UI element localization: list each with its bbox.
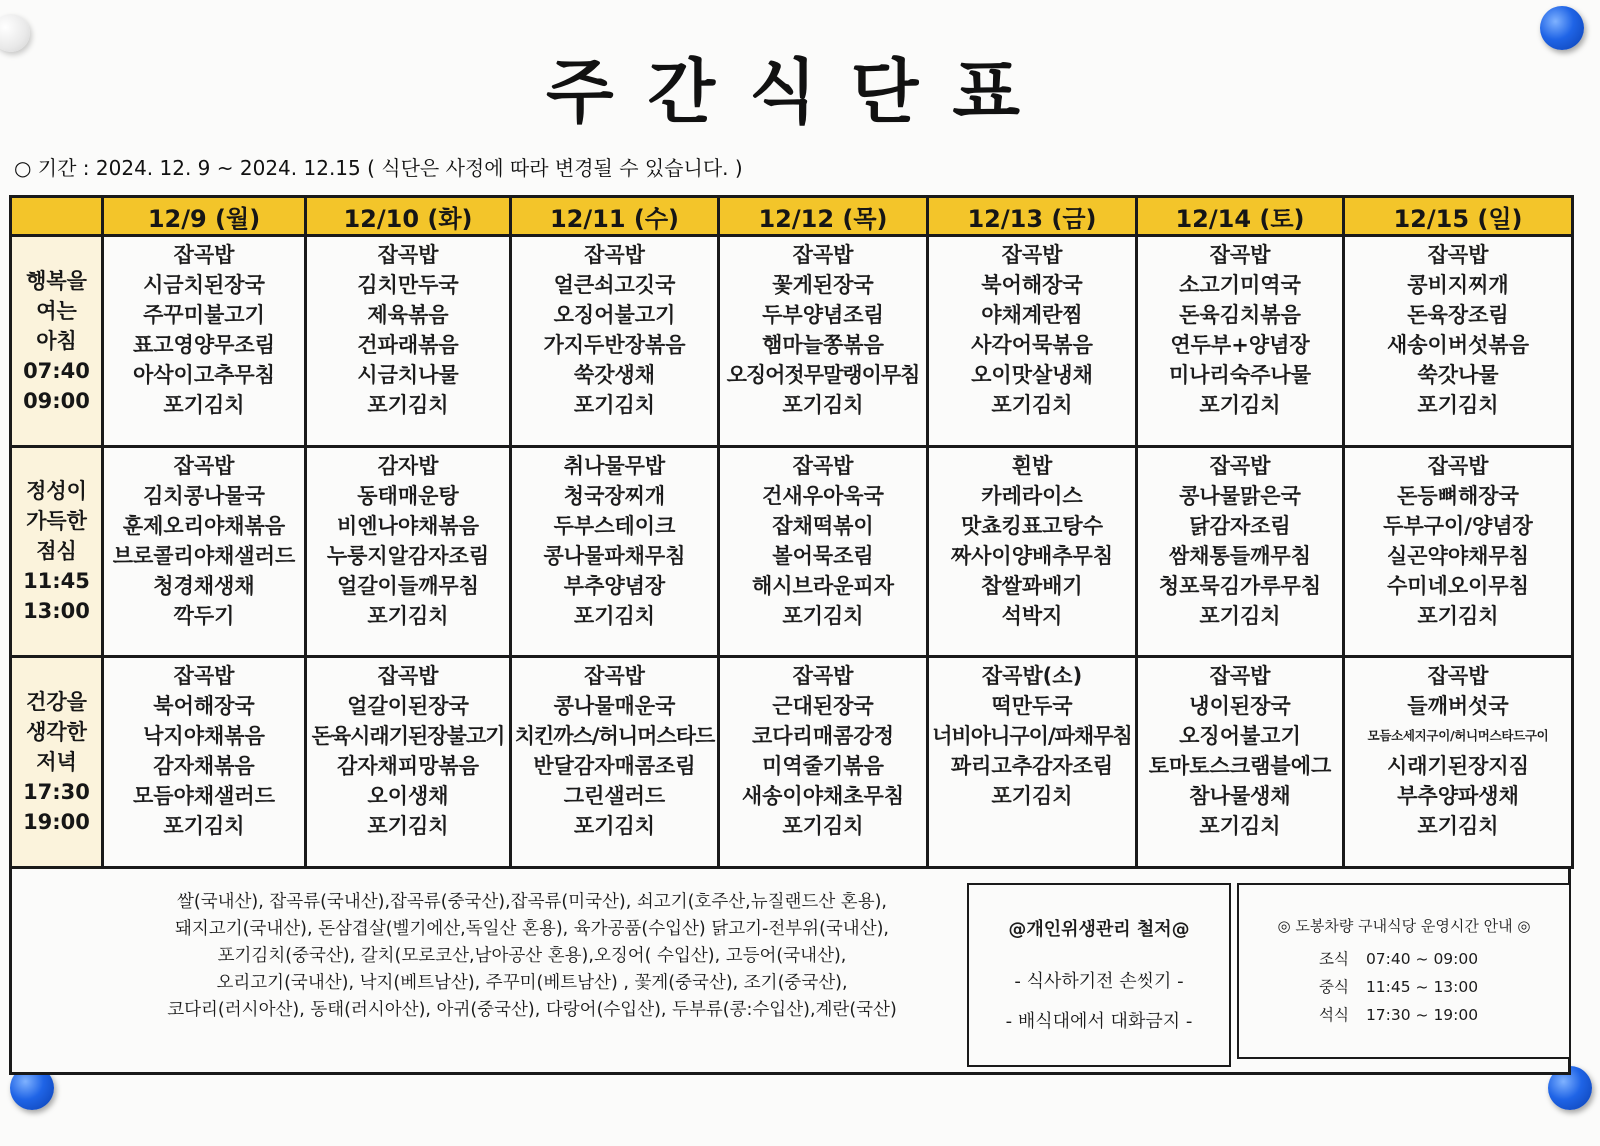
menu-item: 잡곡밥: [1427, 664, 1489, 689]
meal-row: [11, 446, 1573, 657]
menu-item: 잡곡밥: [792, 664, 854, 689]
menu-cell: [1137, 657, 1344, 868]
menu-item: 볼어묵조림: [772, 543, 874, 568]
menu-item: 포기김치: [367, 603, 449, 628]
menu-cell: [1344, 446, 1573, 657]
period-text: ○ 기간 : 2024. 12. 9 ~ 2024. 12.15 ( 식단은 사정에 따라 변경될 수 있습니다. ): [14, 156, 743, 180]
menu-item: 콩나물맑은국: [1179, 483, 1301, 508]
menu-item: 사각어묵볶음: [971, 333, 1093, 357]
meal-label: [11, 236, 103, 447]
menu-cell: [511, 657, 719, 868]
menu-item: 연두부+양념장: [1170, 333, 1310, 357]
menu-item: 닭감자조림: [1189, 513, 1291, 538]
menu-item: 시래기된장지짐: [1386, 754, 1529, 779]
meal-label-line: 13:00: [23, 599, 90, 624]
menu-cell: [306, 236, 511, 447]
menu-item: 모듬야채샐러드: [132, 784, 275, 809]
menu-item: 잡곡밥: [1001, 243, 1063, 267]
meal-label-line: 생각한: [26, 720, 87, 745]
menu-item: 표고영양무조림: [132, 333, 275, 357]
menu-item: 꽈리고추감자조림: [950, 754, 1114, 779]
menu-item: 두부양념조림: [762, 303, 884, 327]
menu-cell: [719, 657, 928, 868]
menu-item: 콩나물파채무침: [543, 543, 686, 568]
menu-item: 돈육시래기된장불고기: [311, 724, 505, 749]
menu-item: 오징어불고기: [553, 303, 676, 327]
menu-cell: [928, 236, 1137, 447]
meal-label-line: 07:40: [23, 358, 90, 383]
day-header: 12/14 (토): [1137, 197, 1344, 236]
menu-item: 찹쌀꽈배기: [981, 573, 1083, 598]
origin-line: 오리고기(국내산), 낙지(베트남산), 주꾸미(베트남산) , 꽃게(중국산), 조기(중국산),: [216, 973, 848, 993]
menu-item: 냉이된장국: [1189, 694, 1291, 719]
menu-item: 맛쵸킹표고탕수: [960, 513, 1103, 538]
info-section: [9, 869, 1571, 1075]
meal-label-line: 저녁: [36, 750, 77, 775]
menu-item: 주꾸미불고기: [143, 303, 265, 327]
menu-item: 미역줄기볶음: [762, 754, 884, 779]
menu-item: 김치만두국: [357, 273, 459, 297]
menu-item: 오이생채: [367, 784, 449, 809]
menu-item: 포기김치: [573, 393, 656, 417]
menu-item: 감자채볶음: [153, 754, 255, 779]
meal-row: [11, 236, 1573, 447]
menu-cell: [928, 446, 1137, 657]
hygiene-title: @개인위생관리 철저@: [1008, 919, 1190, 940]
menu-item: 잡곡밥: [173, 664, 235, 689]
menu-item: 낙지야채볶음: [143, 724, 265, 749]
day-header: 12/15 (일): [1344, 197, 1573, 236]
menu-item: 훈제오리야채볶음: [122, 513, 286, 538]
menu-item: 포기김치: [573, 603, 656, 628]
hours-row: [1319, 947, 1478, 969]
menu-item: 코다리매콤강정: [751, 724, 894, 749]
hours-title: ◎ 도봉차량 구내식당 운영시간 안내 ◎: [1277, 917, 1531, 935]
menu-item: 얼큰쇠고깃국: [553, 273, 676, 297]
menu-item: 돈육장조림: [1407, 303, 1509, 327]
menu-item: 미나리숙주나물: [1168, 363, 1311, 387]
menu-item: 모듬소세지구이/허니머스타드구이: [1367, 728, 1549, 744]
meal-row: [11, 657, 1573, 868]
day-header-row: [11, 197, 1573, 236]
menu-item: 너비아니구이/파채무침: [932, 724, 1132, 749]
day-header: 12/10 (화): [306, 197, 511, 236]
origin-line: 돼지고기(국내산), 돈삼겹살(벨기에산,독일산 혼용), 육가공품(수입산) 닭고기-전부위(국내산),: [174, 919, 889, 939]
menu-item: 잡곡밥: [173, 453, 235, 478]
hours-time: 11:45 ~ 13:00: [1365, 978, 1479, 996]
menu-item: 포기김치: [1199, 603, 1281, 628]
day-header: 12/9 (월): [103, 197, 306, 236]
menu-item: 잡곡밥: [1209, 243, 1271, 267]
menu-item: 쌈채통들깨무침: [1168, 543, 1311, 568]
menu-item: 부추양념장: [563, 573, 666, 598]
menu-item: 잡곡밥: [1209, 453, 1271, 478]
meal-label-line: 17:30: [23, 780, 90, 805]
menu-item: 포기김치: [367, 814, 449, 839]
menu-item: 반달감자매콤조림: [533, 754, 696, 779]
meal-label: [11, 446, 103, 657]
menu-cell: [928, 657, 1137, 868]
meal-label-line: 여는: [36, 298, 77, 323]
meal-label-line: 11:45: [23, 569, 90, 594]
menu-item: 잡곡밥: [792, 243, 854, 267]
menu-cell: [1137, 236, 1344, 447]
menu-item: 포기김치: [782, 603, 864, 628]
hours-time: 07:40 ~ 09:00: [1365, 950, 1479, 968]
menu-item: 취나물무밥: [563, 453, 666, 478]
menu-item: 잡곡밥(소): [981, 664, 1083, 689]
origin-line: 포기김치(중국산), 갈치(모로코산,남아공산 혼용),오징어( 수입산), 고등어(국내산),: [217, 946, 847, 966]
meal-label-line: 가득한: [26, 509, 87, 534]
menu-item: 잡곡밥: [1209, 664, 1271, 689]
hygiene-line: - 배식대에서 대화금지 -: [1005, 1011, 1193, 1032]
menu-item: 오징어불고기: [1179, 724, 1301, 749]
menu-item: 김치콩나물국: [143, 483, 265, 508]
menu-item: 잡곡밥: [1427, 453, 1489, 478]
menu-item: 가지두반장볶음: [543, 333, 686, 357]
menu-item: 포기김치: [163, 814, 245, 839]
menu-item: 소고기미역국: [1179, 273, 1301, 297]
menu-item: 잡채떡볶이: [772, 513, 874, 538]
menu-item: 얼갈이들깨무침: [336, 573, 479, 598]
menu-item: 치킨까스/허니머스타드: [514, 724, 715, 749]
menu-item: 아삭이고추무침: [132, 363, 275, 387]
menu-item: 건새우아욱국: [762, 483, 884, 508]
menu-item: 그린샐러드: [563, 784, 666, 809]
menu-item: 오징어젓무말랭이무침: [726, 363, 920, 387]
menu-item: 브로콜리야채샐러드: [112, 543, 296, 568]
menu-item: 돈등뼈해장국: [1397, 483, 1519, 508]
menu-item: 동태매운탕: [357, 483, 459, 508]
day-header: 12/12 (목): [719, 197, 928, 236]
menu-item: 잡곡밥: [377, 664, 439, 689]
menu-item: 포기김치: [991, 784, 1073, 809]
origin-line: 코다리(러시아산), 동태(러시아산), 아귀(중국산), 다랑어(수입산), 두부류(콩:수입산),계란(국산): [167, 1000, 897, 1020]
menu-item: 깍두기: [173, 603, 235, 628]
menu-cell: [511, 236, 719, 447]
menu-item: 콩비지찌개: [1407, 273, 1509, 297]
menu-item: 쑥갓생채: [573, 363, 656, 387]
menu-item: 해시브라운피자: [751, 573, 894, 598]
menu-item: 잡곡밥: [792, 453, 854, 478]
menu-item: 꽃게된장국: [772, 273, 874, 297]
meal-label-line: 아침: [36, 328, 77, 353]
hours-row: [1319, 1003, 1478, 1025]
menu-cell: [306, 657, 511, 868]
menu-item: 건파래볶음: [357, 333, 459, 357]
menu-cell: [719, 236, 928, 447]
menu-item: 쑥갓나물: [1417, 363, 1499, 387]
hours-label: 중식: [1319, 978, 1349, 996]
menu-item: 잡곡밥: [1427, 243, 1489, 267]
menu-item: 청포묵김가루무침: [1158, 573, 1322, 598]
menu-cell: [719, 446, 928, 657]
menu-item: 잡곡밥: [584, 664, 645, 689]
menu-item: 누룽지알감자조림: [326, 543, 490, 568]
menu-item: 북어해장국: [153, 694, 255, 719]
meal-label-line: 건강을: [26, 690, 87, 715]
menu-item: 돈육김치볶음: [1179, 303, 1301, 327]
menu-item: 감자채피망볶음: [336, 754, 479, 779]
hours-label: 석식: [1319, 1006, 1349, 1024]
meal-label-line: 행복을: [26, 268, 87, 293]
hours-row: [1319, 975, 1478, 997]
menu-item: 잡곡밥: [377, 243, 439, 267]
menu-item: 짜사이양배추무침: [950, 543, 1114, 568]
menu-item: 포기김치: [1417, 393, 1499, 417]
menu-item: 떡만두국: [991, 694, 1073, 719]
operating-hours: [1237, 883, 1571, 1059]
menu-cell: [1344, 657, 1573, 868]
menu-cell: [103, 657, 306, 868]
menu-item: 들깨버섯국: [1407, 694, 1509, 719]
hygiene-line: - 식사하기전 손씻기 -: [1014, 971, 1184, 992]
menu-item: 북어해장국: [981, 273, 1083, 297]
menu-item: 석박지: [1001, 603, 1063, 628]
menu-cell: [103, 446, 306, 657]
menu-item: 포기김치: [1199, 393, 1281, 417]
menu-item: 시금치된장국: [143, 273, 265, 297]
origin-line: 쌀(국내산), 잡곡류(국내산),잡곡류(중국산),잡곡류(미국산), 쇠고기(호주산,뉴질랜드산 혼용),: [176, 892, 887, 912]
menu-item: 시금치나물: [357, 363, 459, 387]
menu-item: 두부스테이크: [553, 513, 676, 538]
menu-item: 오이맛살냉채: [971, 363, 1093, 387]
menu-item: 청국장찌개: [563, 483, 666, 508]
hygiene-notice: [967, 883, 1231, 1067]
menu-item: 포기김치: [1417, 814, 1499, 839]
menu-item: 포기김치: [367, 393, 449, 417]
menu-item: 감자밥: [377, 453, 439, 478]
day-header: 12/11 (수): [511, 197, 719, 236]
menu-item: 수미네오이무침: [1386, 573, 1529, 598]
hours-label: 조식: [1319, 950, 1349, 968]
menu-item: 잡곡밥: [173, 243, 235, 267]
meal-label: [11, 657, 103, 868]
menu-item: 포기김치: [782, 393, 864, 417]
weekly-menu-table: [9, 195, 1574, 869]
menu-item: 참나물생채: [1189, 784, 1291, 809]
menu-item: 비엔나야채볶음: [336, 513, 479, 538]
menu-cell: [103, 236, 306, 447]
menu-item: 카레라이스: [981, 483, 1083, 508]
day-header: 12/13 (금): [928, 197, 1137, 236]
menu-item: 제육볶음: [367, 303, 449, 327]
origin-info: [122, 889, 942, 1024]
menu-item: 포기김치: [1199, 814, 1281, 839]
menu-item: 근대된장국: [772, 694, 874, 719]
menu-item: 얼갈이된장국: [347, 694, 469, 719]
menu-item: 포기김치: [163, 393, 245, 417]
menu-item: 흰밥: [1011, 453, 1053, 478]
menu-cell: [306, 446, 511, 657]
menu-item: 야채계란찜: [981, 303, 1083, 327]
meal-label-line: 정성이: [26, 479, 87, 504]
page-title: 주간식단표: [545, 51, 1055, 133]
menu-item: 햄마늘쫑볶음: [762, 333, 884, 357]
menu-item: 토마토스크램블에그: [1148, 754, 1332, 779]
header-corner: [11, 197, 103, 236]
menu-item: 두부구이/양념장: [1383, 513, 1533, 538]
meal-label-line: 점심: [36, 539, 77, 564]
meal-label-line: 19:00: [23, 810, 90, 835]
menu-item: 콩나물매운국: [553, 694, 676, 719]
hours-time: 17:30 ~ 19:00: [1365, 1006, 1479, 1024]
menu-item: 실곤약야채무침: [1386, 543, 1529, 568]
menu-item: 포기김치: [1417, 603, 1499, 628]
menu-item: 청경채생채: [153, 573, 255, 598]
menu-item: 부추양파생채: [1397, 784, 1519, 809]
meal-label-line: 09:00: [23, 388, 90, 413]
menu-cell: [1137, 446, 1344, 657]
menu-item: 포기김치: [991, 393, 1073, 417]
menu-item: 포기김치: [573, 814, 656, 839]
menu-item: 잡곡밥: [584, 243, 645, 267]
menu-item: 새송이버섯볶음: [1386, 333, 1529, 357]
menu-item: 포기김치: [782, 814, 864, 839]
menu-item: 새송이야채초무침: [741, 784, 905, 809]
menu-cell: [511, 446, 719, 657]
menu-cell: [1344, 236, 1573, 447]
